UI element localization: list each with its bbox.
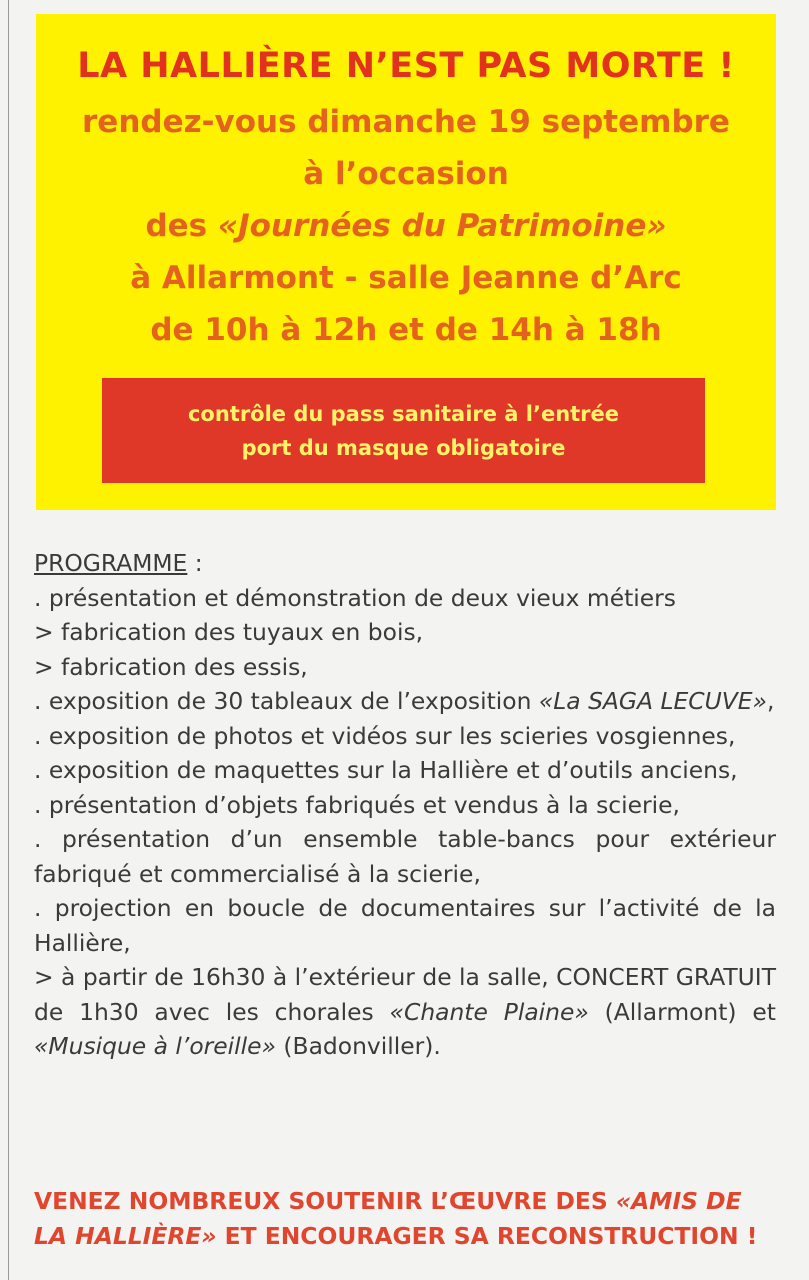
programme-heading [34, 546, 776, 581]
item-text: , [766, 687, 775, 715]
choir-name: «Chante Plaine» [389, 997, 589, 1026]
banner-hours: de 10h à 12h et de 14h à 18h [150, 312, 662, 348]
programme-heading-colon: : [187, 549, 203, 577]
list-item: . présentation et démonstration de deux vieux métiers [34, 583, 676, 612]
association-name: «AMIS DE LA HALLIÈRE» [34, 1187, 742, 1250]
programme-heading-text: PROGRAMME [34, 549, 188, 577]
banner-date: rendez-vous dimanche 19 septembre [82, 104, 730, 140]
closing-post: ET ENCOURAGER SA RECONSTRUCTION ! [216, 1222, 758, 1250]
page-edge-rule [8, 0, 9, 1280]
list-item: > fabrication des tuyaux en bois, [34, 618, 424, 646]
banner-event-name [36, 200, 776, 252]
banner-occasion: à l’occasion [303, 156, 509, 192]
closing-appeal [34, 1184, 776, 1254]
list-item: > fabrication des essis, [34, 652, 308, 681]
item-text: . exposition de 30 tableaux de l’exposition [34, 687, 539, 715]
list-item: . projection en boucle de documentaires sur l’activité de la Hallière, [34, 894, 776, 957]
list-item: . présentation d’objets fabriqués et vendus à la scierie, [34, 790, 680, 819]
list-item: . exposition de maquettes sur la Hallière et d’outils anciens, [34, 756, 738, 784]
sanitary-notice [102, 378, 705, 483]
banner-title: LA HALLIÈRE N’EST PAS MORTE ! [77, 46, 735, 86]
closing-pre: VENEZ NOMBREUX SOUTENIR L’ŒUVRE DES [34, 1187, 616, 1215]
item-text: (Allarmont) et [588, 997, 776, 1026]
notice-pass: contrôle du pass sanitaire à l’entrée [187, 401, 620, 426]
item-exhibition-title: «La SAGA LECUVE» [538, 687, 767, 715]
list-item [34, 960, 776, 1064]
item-text: > à partir de 16h30 à l’extérieur de la salle, CONCERT GRATUIT de 1h30 avec les chorales [34, 963, 776, 1026]
closing-text [34, 1184, 776, 1254]
notice-mask: port du masque obligatoire [241, 435, 566, 460]
list-item: . exposition de photos et vidéos sur les scieries vosgiennes, [34, 721, 736, 750]
programme-section [34, 546, 776, 1064]
banner-venue: à Allarmont - salle Jeanne d’Arc [130, 260, 682, 296]
item-text: (Badonviller). [275, 1032, 441, 1060]
list-item: . présentation d’un ensemble table-bancs pour extérieur fabriqué et commercialisé à la scierie, [34, 825, 776, 888]
choir-name: «Musique à l’oreille» [34, 1032, 276, 1060]
list-item [34, 684, 776, 719]
event-banner [36, 14, 776, 510]
banner-event-title: «Journées du Patrimoine» [217, 208, 667, 244]
banner-event-prefix: des [145, 208, 218, 244]
